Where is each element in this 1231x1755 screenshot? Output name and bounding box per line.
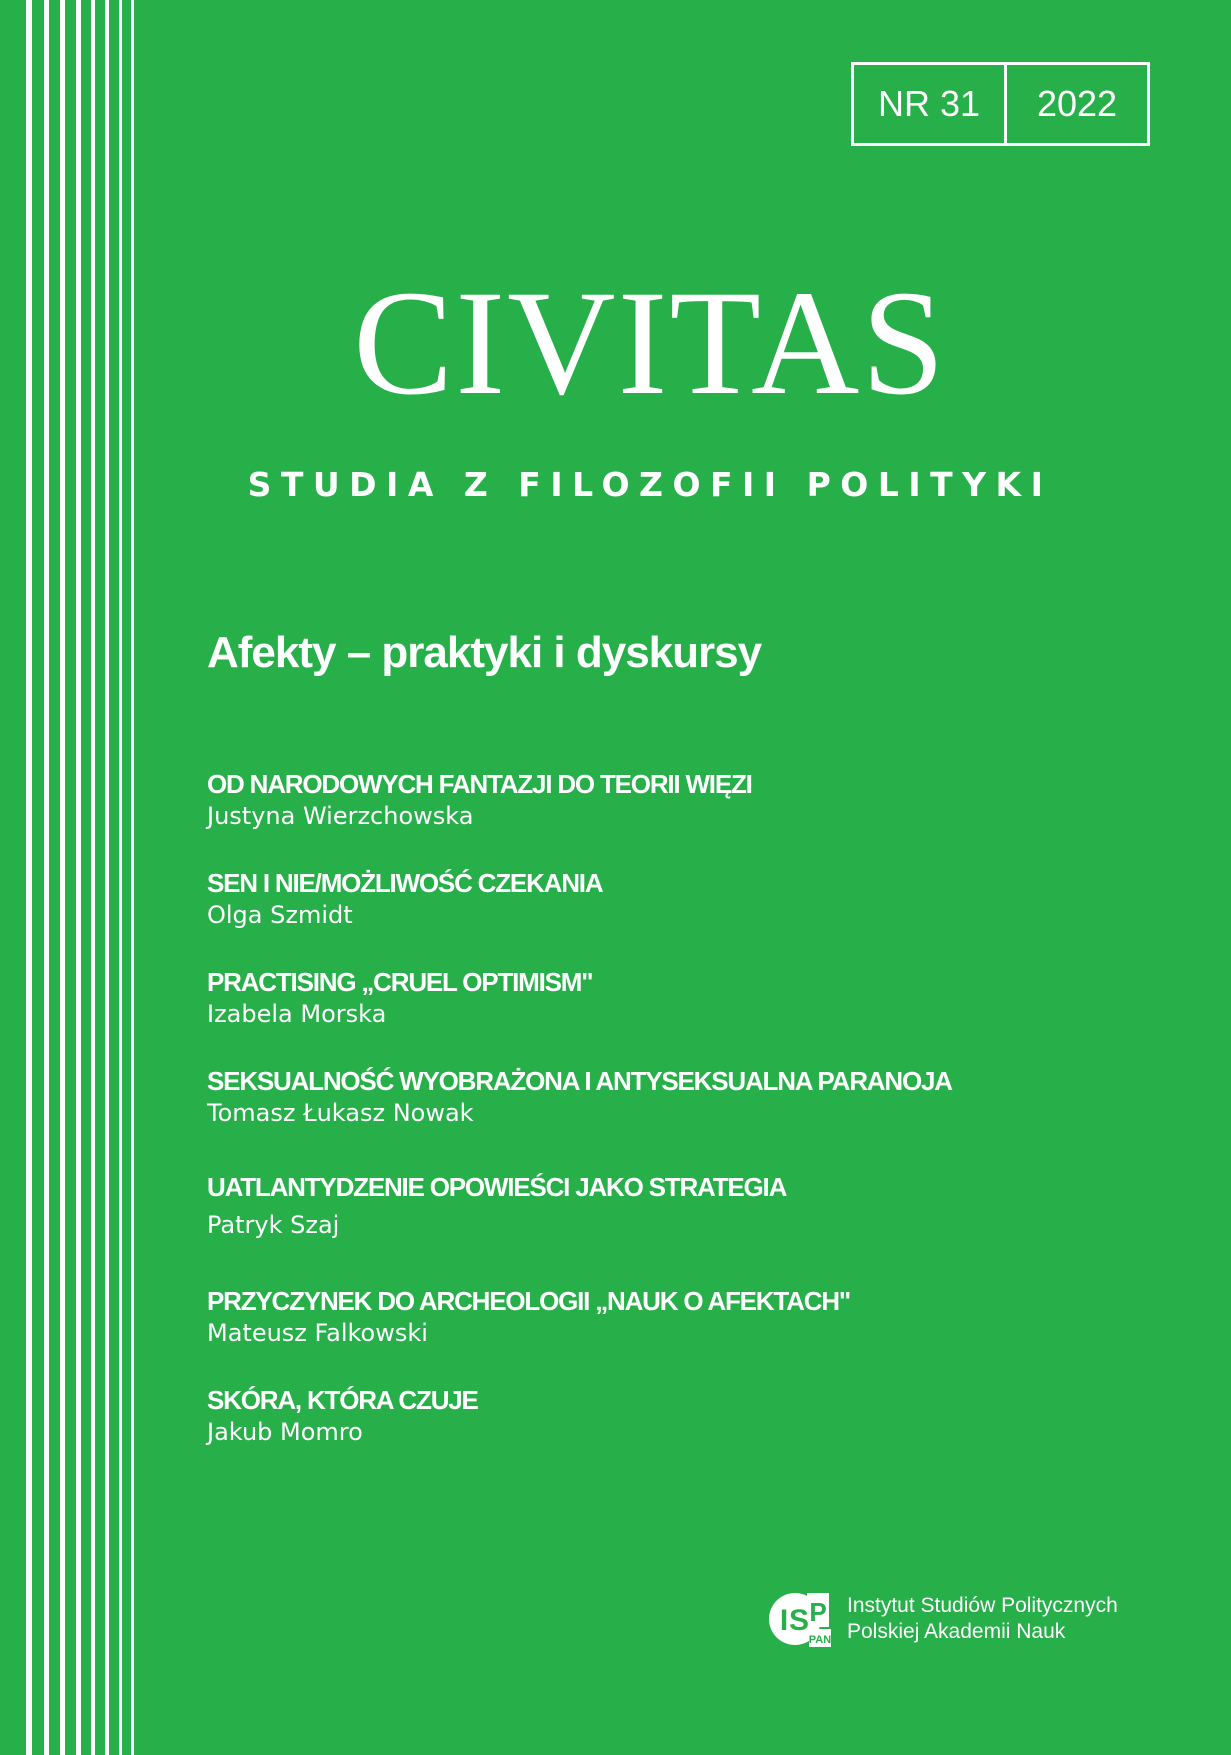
- svg-text:I: I: [779, 1604, 789, 1637]
- publisher-line: Instytut Studiów Politycznych: [847, 1594, 1118, 1617]
- article-title: PRZYCZYNEK DO ARCHEOLOGII „NAUK O AFEKTACH": [207, 1286, 850, 1316]
- article-title: PRACTISING „CRUEL OPTIMISM": [207, 967, 593, 997]
- publisher-line: Polskiej Akademii Nauk: [847, 1620, 1066, 1643]
- article-author: Izabela Morska: [207, 1000, 387, 1028]
- article-author: Mateusz Falkowski: [207, 1319, 428, 1347]
- article-author: Justyna Wierzchowska: [207, 802, 474, 830]
- decorative-stripe: [91, 0, 95, 1755]
- toc-entry: [207, 1171, 1107, 1241]
- toc-entry: [207, 1384, 1107, 1448]
- issue-theme: Afekty – praktyki i dyskursy: [207, 628, 762, 677]
- decorative-stripe: [105, 0, 109, 1755]
- toc-entry: [207, 1065, 1107, 1129]
- article-author: Jakub Momro: [207, 1418, 363, 1446]
- toc-entry: [207, 867, 1107, 931]
- decorative-stripe: [44, 0, 49, 1755]
- article-author: Patryk Szaj: [207, 1211, 340, 1239]
- journal-subtitle: STUDIA Z FILOZOFII POLITYKI: [247, 465, 1053, 504]
- toc-entry: [207, 1285, 1107, 1349]
- journal-title: CIVITAS: [353, 260, 947, 426]
- toc-entry: [207, 768, 1107, 832]
- svg-text:P: P: [809, 1597, 827, 1627]
- svg-text:PAN: PAN: [808, 1634, 832, 1646]
- isp-pan-logo-icon: [765, 1585, 833, 1653]
- decorative-stripe: [60, 0, 65, 1755]
- issue-box: [851, 62, 1150, 146]
- article-author: Tomasz Łukasz Nowak: [207, 1099, 474, 1127]
- article-title: SEKSUALNOŚĆ WYOBRAŻONA I ANTYSEKSUALNA PARANOJA: [207, 1066, 952, 1096]
- article-title: UATLANTYDZENIE OPOWIEŚCI JAKO STRATEGIA: [207, 1172, 787, 1202]
- decorative-stripe: [26, 0, 32, 1755]
- publisher-name: [847, 1593, 1118, 1645]
- toc-entry: [207, 966, 1107, 1030]
- decorative-stripe: [119, 0, 122, 1755]
- publisher-block: [765, 1585, 1118, 1653]
- article-title: SEN I NIE/MOŻLIWOŚĆ CZEKANIA: [207, 868, 603, 898]
- article-title: SKÓRA, KTÓRA CZUJE: [207, 1385, 478, 1415]
- issue-number: NR 31: [854, 65, 1007, 143]
- article-author: Olga Szmidt: [207, 901, 353, 929]
- decorative-stripe: [131, 0, 134, 1755]
- issue-year: 2022: [1036, 83, 1118, 124]
- article-title: OD NARODOWYCH FANTAZJI DO TEORII WIĘZI: [207, 769, 752, 799]
- decorative-stripe: [76, 0, 81, 1755]
- svg-text:S: S: [788, 1604, 810, 1637]
